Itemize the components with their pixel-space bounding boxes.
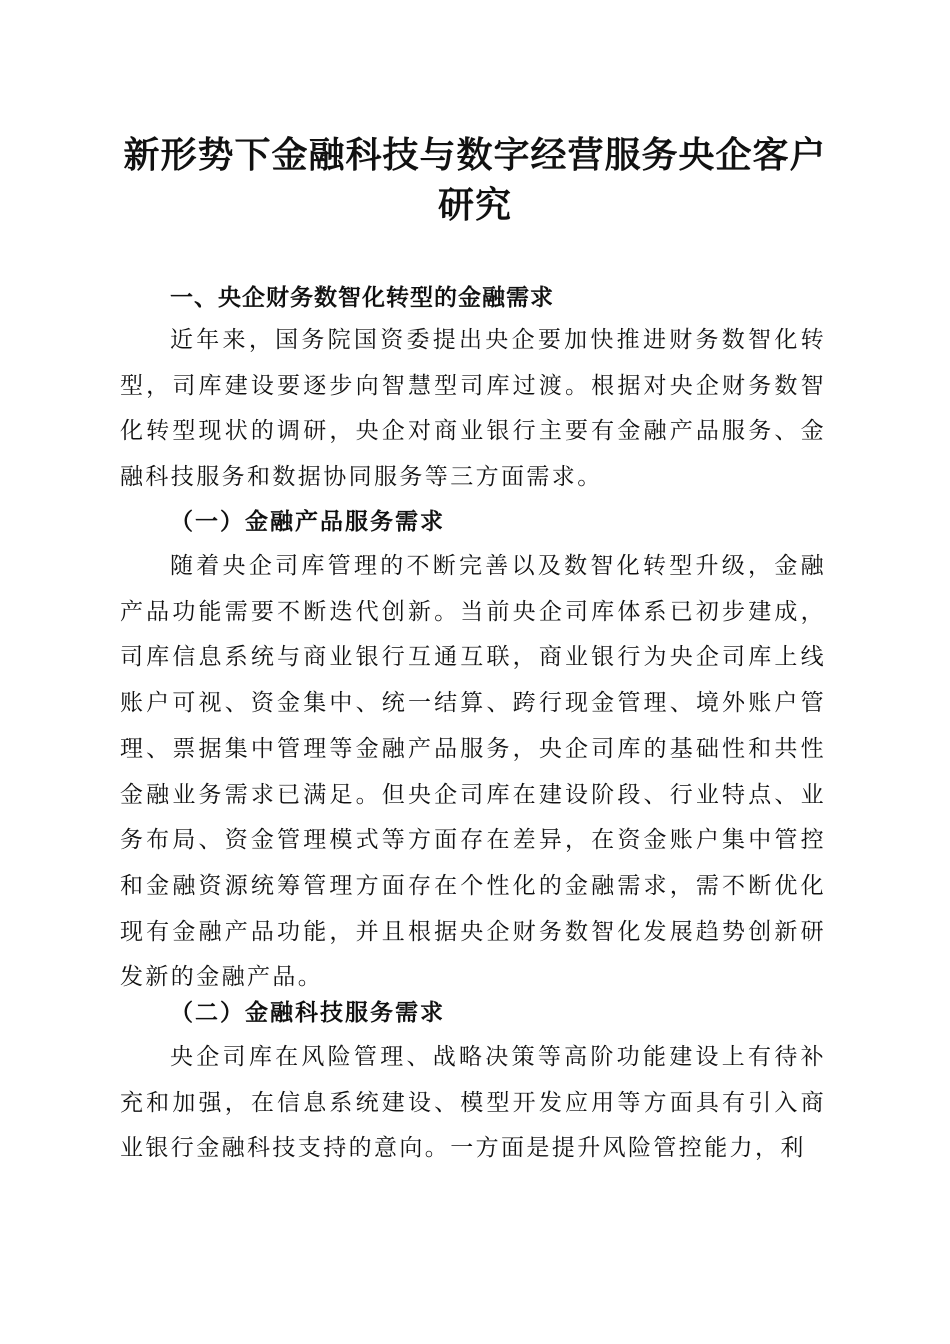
subsection-heading-2: （二）金融科技服务需求 — [170, 999, 445, 1026]
subsection-heading-1: （一）金融产品服务需求 — [170, 508, 445, 535]
subsection-1-paragraph: 随着央企司库管理的不断完善以及数智化转型升级，金融产品功能需要不断迭代创新。当前央企司库体系已初步建成，司库信息系统与商业银行互通互联，商业银行为央企司库上线账户可视、资金集中、统一结算、跨行现金管理、境外账户管理、票据集中管理等金融产品服务，央企司库的基础性和共性金融业务需求已满足。但央企司库在建设阶段、行业特点、业务布局、资金管理模式等方面存在差异，在资金账户集中管控和金融资源统筹管理方面存在个性化的金融需求，需不断优化现有金融产品功能，并且根据央企财务数智化发展趋势创新研发新的金融产品。 — [120, 553, 826, 991]
section-1-paragraph: 近年来，国务院国资委提出央企要加快推进财务数智化转型，司库建设要逐步向智慧型司库过渡。根据对央企财务数智化转型现状的调研，央企对商业银行主要有金融产品服务、金融科技服务和数据协同服务等三方面需求。 — [120, 327, 826, 491]
section-heading-1: 一、央企财务数智化转型的金融需求 — [170, 285, 554, 311]
document-title: 新形势下金融科技与数字经营服务央企客户研究 — [123, 134, 827, 226]
subsection-2-paragraph: 央企司库在风险管理、战略决策等高阶功能建设上有待补充和加强，在信息系统建设、模型开发应用等方面具有引入商业银行金融科技支持的意向。一方面是提升风险管控能力，利 — [120, 1044, 826, 1162]
